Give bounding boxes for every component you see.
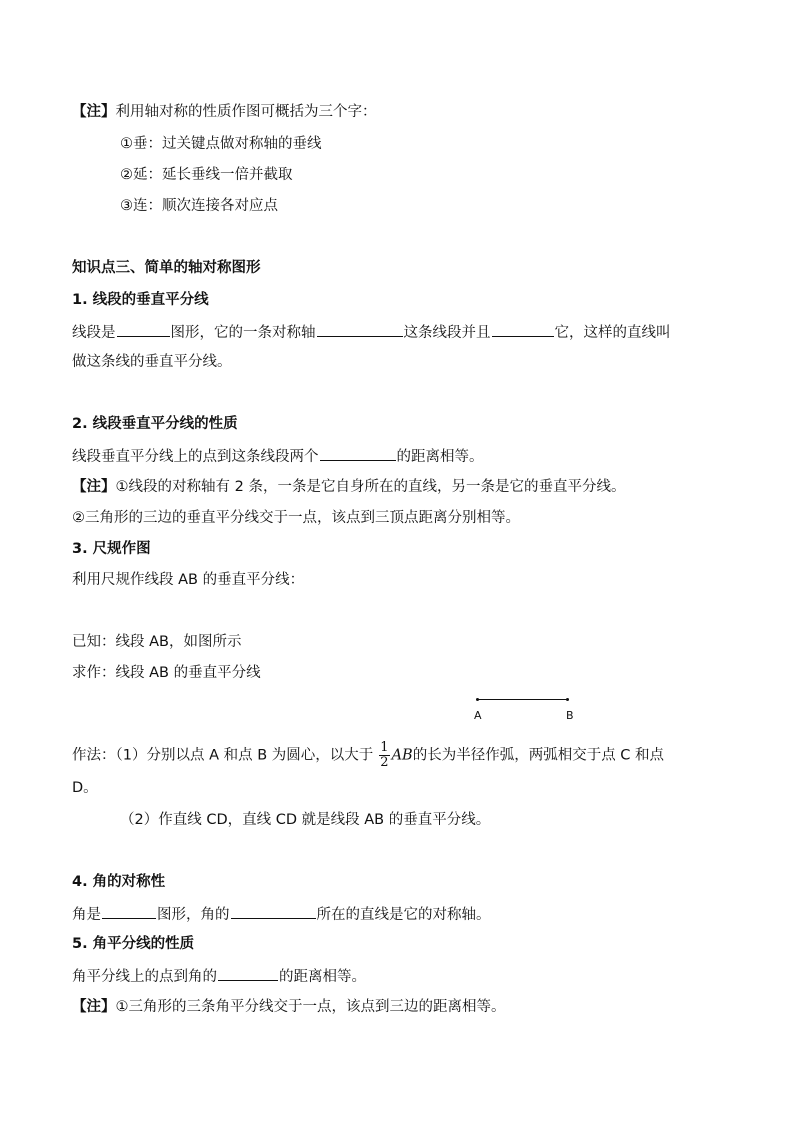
frac-denominator: 2 bbox=[380, 755, 389, 770]
s2-line1 bbox=[72, 445, 484, 467]
blank-7[interactable] bbox=[218, 965, 278, 981]
blank-2[interactable] bbox=[317, 321, 403, 337]
section-title: 知识点三、简单的轴对称图形 bbox=[72, 260, 261, 276]
s3-method-1-cont: D。 bbox=[72, 780, 98, 796]
s5-note-1: ①三角形的三条角平分线交于一点，该点到三边的距离相等。 bbox=[115, 999, 506, 1015]
frac-numerator: 1 bbox=[380, 740, 389, 755]
s4-text-1: 角是 bbox=[72, 907, 101, 923]
s1-text-4: 它，这样的直线叫 bbox=[554, 325, 671, 341]
s2-text-1: 线段垂直平分线上的点到这条线段两个 bbox=[72, 449, 319, 465]
fraction-half bbox=[379, 741, 389, 770]
blank-1[interactable] bbox=[117, 321, 170, 337]
note-axis-line bbox=[72, 102, 377, 122]
note-tag: 【注】 bbox=[72, 479, 116, 495]
s1-line1 bbox=[72, 321, 671, 343]
blank-6[interactable] bbox=[231, 903, 316, 919]
s2-note-2: ②三角形的三边的垂直平分线交于一点，该点到三顶点距离分别相等。 bbox=[72, 510, 520, 526]
s4-text-2: 图形，角的 bbox=[157, 907, 230, 923]
s2-text-2: 的距离相等。 bbox=[396, 449, 484, 465]
frac-var: AB bbox=[391, 747, 413, 764]
s3-method-1 bbox=[72, 741, 664, 770]
note-item-2: ②延：延长垂线一倍并截取 bbox=[120, 167, 293, 183]
point-b bbox=[566, 698, 569, 701]
s5-line1 bbox=[72, 965, 366, 987]
s3-step-2: （2）作直线 CD，直线 CD 就是线段 AB 的垂直平分线。 bbox=[120, 812, 491, 828]
s4-title: 4. 角的对称性 bbox=[72, 874, 166, 890]
s4-text-3: 所在的直线是它的对称轴。 bbox=[316, 907, 491, 923]
s2-note-1-line bbox=[72, 477, 625, 497]
s1-text-3: 这条线段并且 bbox=[403, 325, 491, 341]
point-a bbox=[476, 698, 479, 701]
method-text-2: 的长为半径作弧，两弧相交于点 C 和点 bbox=[412, 747, 665, 764]
s3-find: 求作：线段 AB 的垂直平分线 bbox=[72, 665, 261, 681]
s3-title: 3. 尺规作图 bbox=[72, 541, 151, 557]
label-b: B bbox=[566, 709, 574, 722]
note-tag: 【注】 bbox=[72, 104, 116, 120]
s1-line2: 做这条线的垂直平分线。 bbox=[72, 354, 232, 370]
blank-5[interactable] bbox=[102, 903, 156, 919]
s5-title: 5. 角平分线的性质 bbox=[72, 936, 195, 952]
segment-ab bbox=[477, 699, 568, 700]
blank-3[interactable] bbox=[492, 321, 554, 337]
note-item-1: ①垂：过关键点做对称轴的垂线 bbox=[120, 136, 322, 152]
s3-given: 已知：线段 AB，如图所示 bbox=[72, 634, 242, 650]
s2-title: 2. 线段垂直平分线的性质 bbox=[72, 416, 238, 432]
s1-title: 1. 线段的垂直平分线 bbox=[72, 292, 209, 308]
s5-text-1: 角平分线上的点到角的 bbox=[72, 969, 217, 985]
s2-note-1: ①线段的对称轴有 2 条，一条是它自身所在的直线，另一条是它的垂直平分线。 bbox=[115, 479, 626, 495]
note-tag: 【注】 bbox=[72, 999, 116, 1015]
blank-4[interactable] bbox=[320, 445, 396, 461]
s1-text-1: 线段是 bbox=[72, 325, 116, 341]
s3-intro: 利用尺规作线段 AB 的垂直平分线： bbox=[72, 572, 305, 588]
note-item-3: ③连：顺次连接各对应点 bbox=[120, 198, 278, 214]
s5-text-2: 的距离相等。 bbox=[279, 969, 366, 985]
s1-text-2: 图形，它的一条对称轴 bbox=[170, 325, 316, 341]
label-a: A bbox=[474, 709, 482, 722]
method-text-1: 作法：（1）分别以点 A 和点 B 为圆心，以大于 bbox=[72, 747, 374, 764]
note-text: 利用轴对称的性质作图可概括为三个字： bbox=[115, 104, 377, 120]
s4-line1 bbox=[72, 903, 491, 925]
s5-note-line bbox=[72, 997, 506, 1017]
